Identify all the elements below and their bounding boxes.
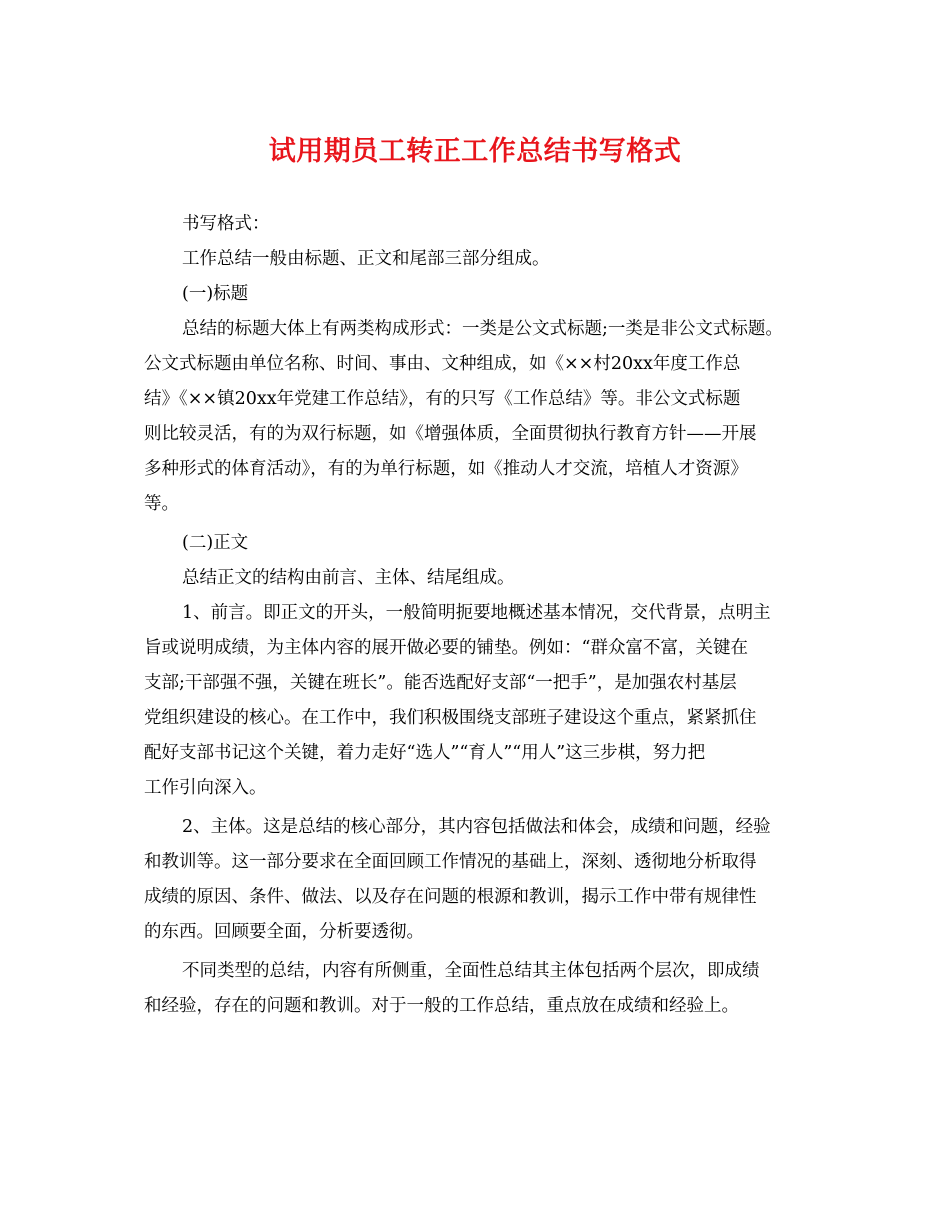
text-line: 工作引向深入。 [144,778,267,798]
text-line: (二)正文 [182,533,249,553]
text-line: 的东西。回顾要全面，分析要透彻。 [144,922,424,942]
text-line: 2、主体。这是总结的核心部分，其内容包括做法和体会，成绩和问题，经验 [182,817,771,837]
text-line: 配好支部书记这个关键，着力走好“选人”“育人”“用人”这三步棋，努力把 [144,743,706,763]
text-line: 成绩的原因、条件、做法、以及存在问题的根源和教训，揭示工作中带有规律性 [144,887,757,907]
text-line: 多种形式的体育活动》，有的为单行标题，如《推动人才交流，培植人才资源》 [144,459,748,479]
text-line: 和经验，存在的问题和教训。对于一般的工作总结，重点放在成绩和经验上。 [144,996,739,1016]
text-line: 支部;干部强不强，关键在班长”。能否选配好支部“一把手”，是加强农村基层 [144,673,737,693]
text-line: 总结的标题大体上有两类构成形式：一类是公文式标题;一类是非公文式标题。 [182,319,783,339]
text-line: 总结正文的结构由前言、主体、结尾组成。 [182,568,515,588]
document-title: 试用期员工转正工作总结书写格式 [268,136,682,167]
text-line: 1、前言。即正文的开头，一般简明扼要地概述基本情况，交代背景，点明主 [182,603,771,623]
text-line: 党组织建设的核心。在工作中，我们积极围绕支部班子建设这个重点，紧紧抓住 [144,708,757,728]
text-line: 则比较灵活，有的为双行标题，如《增强体质，全面贯彻执行教育方针——开展 [144,424,757,444]
text-line: 和教训等。这一部分要求在全面回顾工作情况的基础上，深刻、透彻地分析取得 [144,852,757,872]
text-line: 结》《××镇20xx年党建工作总结》，有的只写《工作总结》等。非公文式标题 [144,389,741,409]
text-line: (一)标题 [182,284,249,304]
text-line: 旨或说明成绩，为主体内容的展开做必要的铺垫。例如：“群众富不富，关键在 [144,638,748,658]
text-line: 公文式标题由单位名称、时间、事由、文种组成，如《××村20xx年度工作总 [144,354,741,374]
text-line: 不同类型的总结，内容有所侧重，全面性总结其主体包括两个层次，即成绩 [182,961,760,981]
text-line: 工作总结一般由标题、正文和尾部三部分组成。 [182,249,550,269]
text-line: 等。 [144,494,179,514]
text-line: 书写格式： [182,214,270,234]
